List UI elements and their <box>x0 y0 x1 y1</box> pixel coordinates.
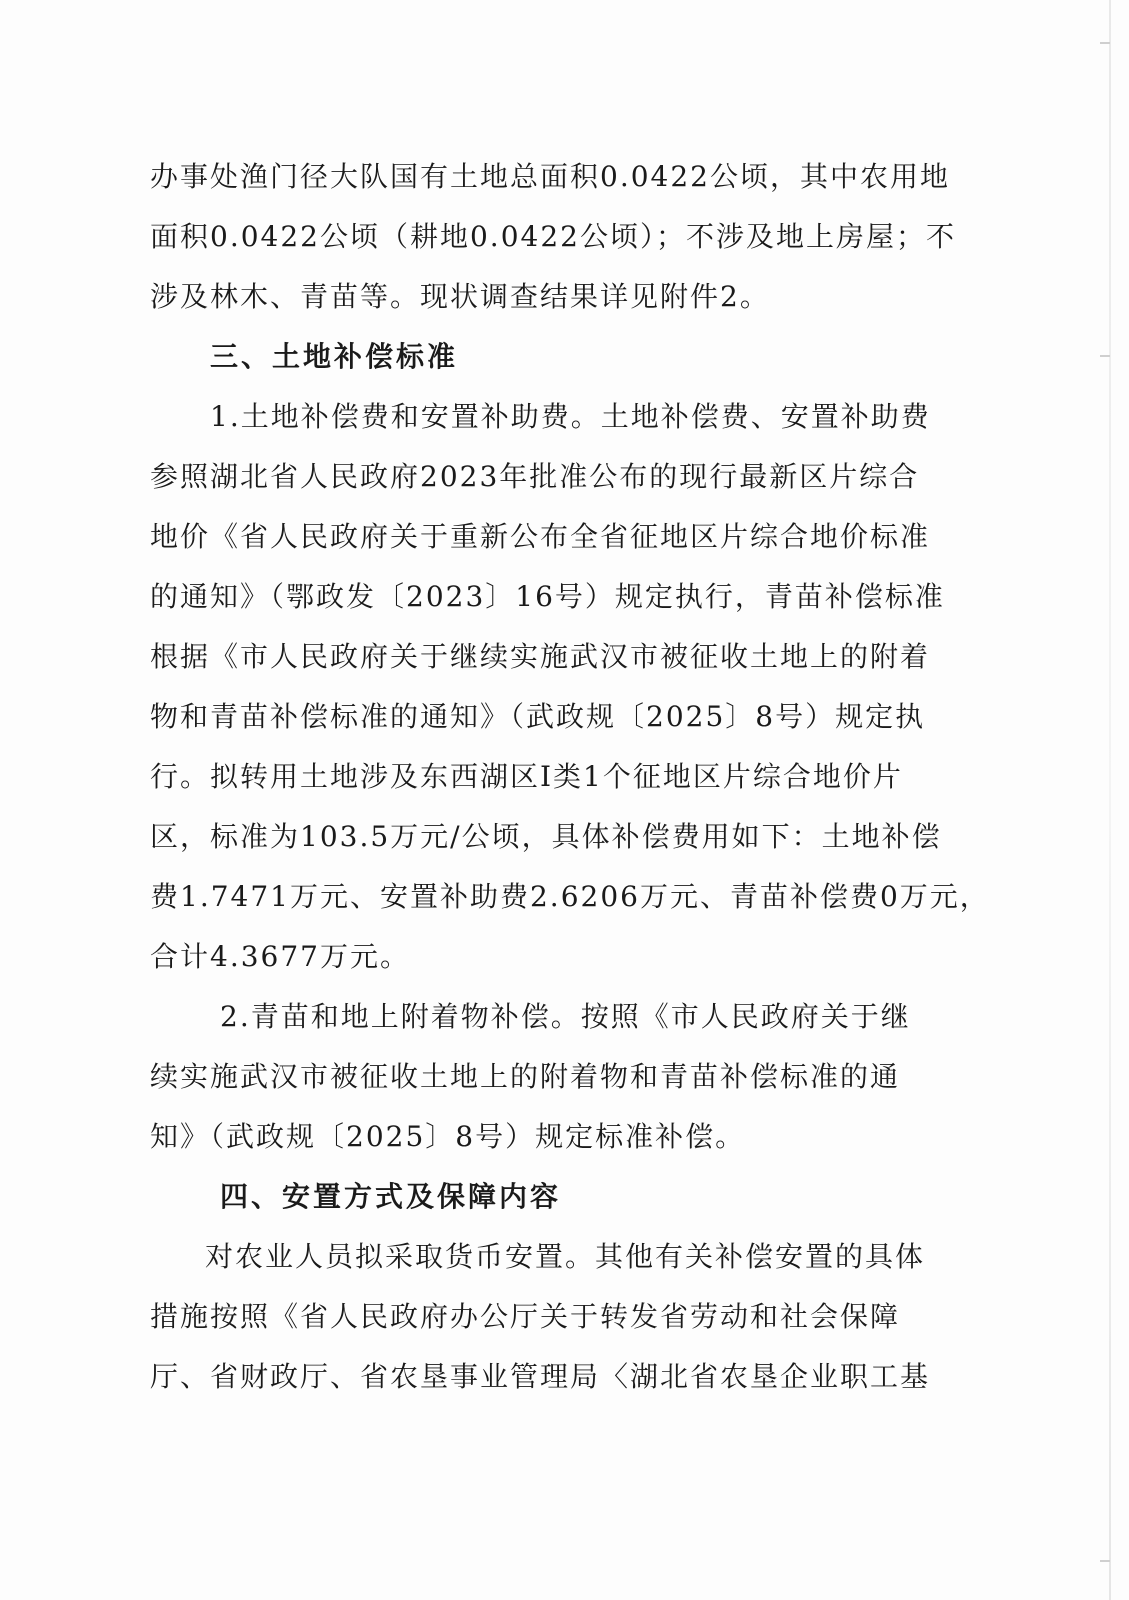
body-line: 1.土地补偿费和安置补助费。土地补偿费、安置补助费 <box>210 400 931 433</box>
body-line: 区，标准为103.5万元/公顷，具体补偿费用如下：土地补偿 <box>150 820 942 853</box>
body-line: 物和青苗补偿标准的通知》（武政规〔2025〕8号）规定执 <box>150 700 926 733</box>
body-line: 知》（武政规〔2025〕8号）规定标准补偿。 <box>150 1120 746 1153</box>
body-line: 涉及林木、青苗等。现状调查结果详见附件2。 <box>150 280 770 313</box>
body-line: 续实施武汉市被征收土地上的附着物和青苗补偿标准的通 <box>150 1060 901 1093</box>
scan-mark <box>1100 42 1110 44</box>
body-line: 根据《市人民政府关于继续实施武汉市被征收土地上的附着 <box>150 640 931 673</box>
body-line: 面积0.0422公顷（耕地0.0422公顷）；不涉及地上房屋；不 <box>150 220 956 253</box>
scan-edge <box>1109 0 1111 1600</box>
scan-mark <box>1100 355 1110 357</box>
body-line: 行。拟转用土地涉及东西湖区Ⅰ类1个征地区片综合地价片 <box>150 760 903 793</box>
body-line: 2.青苗和地上附着物补偿。按照《市人民政府关于继 <box>220 1000 911 1033</box>
scan-mark <box>1100 1560 1110 1562</box>
body-line: 措施按照《省人民政府办公厅关于转发省劳动和社会保障 <box>150 1300 901 1333</box>
body-line: 合计4.3677万元。 <box>150 940 410 973</box>
body-line: 地价《省人民政府关于重新公布全省征地区片综合地价标准 <box>150 520 931 553</box>
body-line: 的通知》（鄂政发〔2023〕16号）规定执行，青苗补偿标准 <box>150 580 945 613</box>
section-heading-4: 四、安置方式及保障内容 <box>220 1180 562 1213</box>
section-heading-3: 三、土地补偿标准 <box>210 340 459 373</box>
body-line: 办事处渔门径大队国有土地总面积0.0422公顷，其中农用地 <box>150 160 950 193</box>
body-line: 对农业人员拟采取货币安置。其他有关补偿安置的具体 <box>205 1240 926 1273</box>
body-line: 厅、省财政厅、省农垦事业管理局〈湖北省农垦企业职工基 <box>150 1360 931 1393</box>
body-line: 参照湖北省人民政府2023年批准公布的现行最新区片综合 <box>150 460 920 493</box>
body-line: 费1.7471万元、安置补助费2.6206万元、青苗补偿费0万元， <box>150 880 990 913</box>
